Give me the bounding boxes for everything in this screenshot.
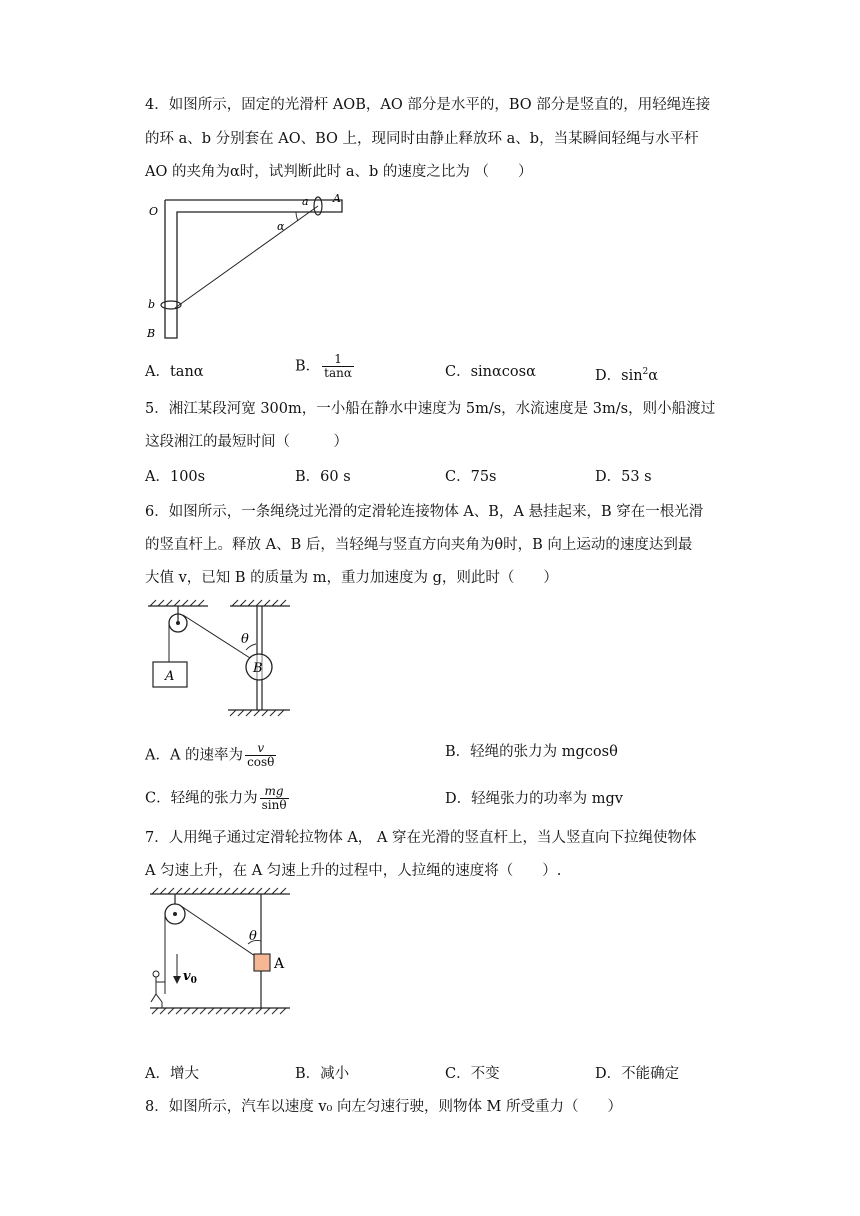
q4-option-b [295,353,354,380]
q7-label-a: A [274,956,285,972]
q6-option-a-fraction [245,742,276,769]
q4-option-b-fraction [322,353,354,380]
q6-option-c-denominator: sinθ [261,798,287,812]
q7-label-v0-letter: v [183,969,191,984]
q4-option-b-denominator: tanα [324,366,352,380]
q6-option-a-numerator: v [245,742,276,756]
q4-line-2: 的环 a、b 分别套在 AO、BO 上，现同时由静止释放环 a、b，当某瞬间轻绳与水平杆 [145,131,699,147]
q7-label-theta: θ [249,929,257,944]
q7-figure-pulley [140,884,300,1026]
q4-option-b-prefix: B． [295,358,321,375]
q4-option-d-prefix: D．sin [595,367,643,384]
q4-label-ring-a: a [302,195,309,208]
q4-line-3: AO 的夹角为α时，试判断此时 a、b 的速度之比为 （ ） [145,164,533,180]
q5-option-a: A．100s [145,469,206,485]
q4-option-b-numerator: 1 [322,353,354,367]
q6-option-c [145,785,289,812]
q6-line-2: 的竖直杆上。释放 A、B 后，当轻绳与竖直方向夹角为θ时，B 向上运动的速度达到最 [145,537,693,553]
q4-ring-b [161,301,181,309]
q7-label-v0-sub: 0 [190,976,197,986]
q6-option-c-fraction [260,785,289,812]
q4-label-o: O [149,205,159,218]
q7-label-v0 [183,969,197,986]
q6-label-b: B [253,661,263,676]
q6-option-a-denominator: cosθ [247,755,275,769]
q4-line-1: 4．如图所示，固定的光滑杆 AOB，AO 部分是水平的，BO 部分是竖直的，用轻绳连接 [145,97,711,113]
q7-line-1: 7．人用绳子通过定滑轮拉物体 A， A 穿在光滑的竖直杆上，当人竖直向下拉绳使物体 [145,830,697,846]
q6-option-a [145,742,276,769]
q5-option-c: C．75s [445,469,497,485]
q4-option-d [595,362,658,386]
q5-line-2: 这段湘江的最短时间（ ） [145,434,348,450]
q5-line-1: 5．湘江某段河宽 300m，一小船在静水中速度为 5m/s，水流速度是 3m/s，则小船渡过 [145,401,716,417]
q5-option-d: D．53 s [595,469,652,485]
q6-option-a-prefix: A．A 的速率为 [145,747,244,764]
q4-label-b-end: B [147,327,156,340]
q4-figure-rod-aob [140,190,355,345]
q8-line-1: 8．如图所示，汽车以速度 v₀ 向左匀速行驶，则物体 M 所受重力（ ） [145,1099,623,1115]
q4-label-alpha: α [277,220,285,233]
q4-option-c: C．sinαcosα [445,364,536,380]
q6-option-c-prefix: C．轻绳的张力为 [145,790,258,807]
q4-option-d-sup: 2 [642,367,649,377]
q7-block-a [254,954,270,971]
q6-figure-pulley [140,598,300,726]
q4-label-ring-b: b [148,298,156,311]
q6-option-d: D．轻绳张力的功率为 mgv [445,791,623,807]
q7-person [151,971,165,1008]
q7-option-d: D．不能确定 [595,1066,680,1082]
q6-line-3: 大值 v，已知 B 的质量为 m，重力加速度为 g，则此时（ ） [145,570,558,586]
q4-rod [165,200,342,338]
q4-angle-arc [296,212,298,221]
q4-option-d-suffix: α [648,367,659,384]
q7-option-a: A．增大 [145,1066,199,1082]
q7-line-2: A 匀速上升，在 A 匀速上升的过程中，人拉绳的速度将（ ）. [145,863,562,879]
q7-option-b: B．减小 [295,1066,350,1082]
q6-option-b: B．轻绳的张力为 mgcosθ [445,744,618,760]
q5-option-b: B．60 s [295,469,351,485]
q4-option-a: A．tanα [145,364,204,380]
q4-rope [175,206,318,308]
q6-line-1: 6．如图所示，一条绳绕过光滑的定滑轮连接物体 A、B，A 悬挂起来，B 穿在一根光滑 [145,504,704,520]
q7-option-c: C．不变 [445,1066,500,1082]
q4-label-a-end: A [333,192,341,205]
q6-label-a: A [165,669,175,684]
q6-label-theta: θ [241,632,249,647]
q6-option-c-numerator: mg [260,785,289,799]
